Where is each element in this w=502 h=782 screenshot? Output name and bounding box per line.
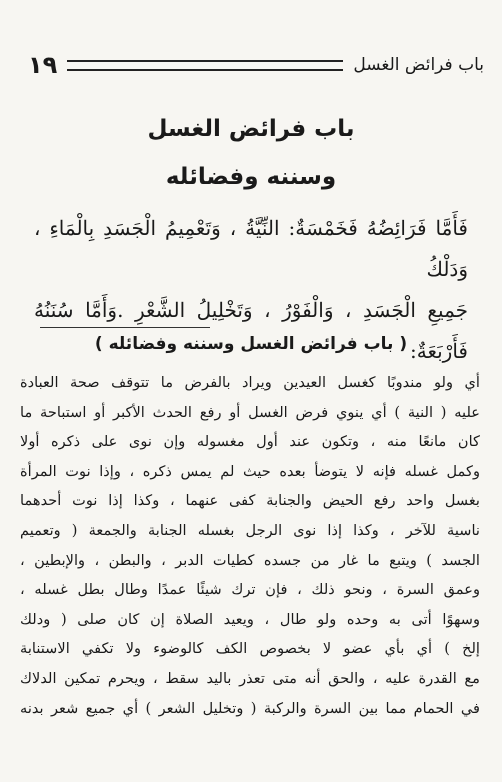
commentary-line: وسهوًا أتى به وحده ولو طال ، ويعيد الصلاة إن كان صلى ( ودلك [20, 610, 480, 628]
commentary-line: الجسد ) ويتبع ما غار من جسده كطيات الدبر ، والبطن ، والإبطين ، [20, 551, 480, 569]
commentary-heading: ( باب فرائض الغسل وسننه وفضائله ) [94, 334, 408, 354]
chapter-title: باب فرائض الغسل [147, 116, 355, 142]
header-rule [67, 60, 343, 71]
commentary-line: كان مانعًا منه ، وتكون عند أول مغسوله وإن نوى على ذكره أولا [20, 433, 480, 451]
running-header-title: باب فرائض الغسل [353, 55, 484, 75]
chapter-subtitle: وسننه وفضائله [165, 164, 337, 190]
commentary-line: مع القدرة عليه ، والحق أنه متى تعذر باليد سقط ، ويحرم تمكين الدلاك [20, 669, 480, 687]
commentary-line: وكمل غسله فإنه لا يتوضأ بعده حيث لم يمس ذكره ، وإذا نوت المرأة [20, 462, 480, 480]
main-text-line: جَمِيعِ الْجَسَدِ ، وَالْفَوْرُ ، وَتَخْلِيلُ الشَّعْرِ .وَأَمَّا سُنَنُهُ فَأَرْبَعَةٌ: [34, 298, 468, 363]
commentary-line: بغسل واحد رفع الحيض والجنابة كفى عنهما ، وكذا إذا نوت أحدهما [20, 492, 480, 510]
commentary-text [20, 368, 480, 723]
running-header [28, 48, 484, 82]
page-number: ١٩ [28, 51, 58, 79]
commentary-line: أي ولو مندوبًا كغسل العيدين ويراد بالفرض ما تتوقف صحة العبادة [20, 374, 480, 391]
commentary-line: وعمق السرة ، ونحو ذلك ، فإن ترك شيئًا عمدًا وطال بطل غسله ، [20, 581, 480, 599]
main-text-line: فَأَمَّا فَرَائِضُهُ فَخَمْسَةٌ: النِّيَّةُ ، وَتَعْمِيمُ الْجَسَدِ بِالْمَاءِ ، وَدَلْكُ [34, 216, 468, 281]
commentary-line: عليه ( النية ) أي ينوي فرض الغسل أو رفع الحدث الأكبر أو استباحة ما [20, 403, 480, 421]
commentary-line: إلخ ) أي بأي عضو لا بخصوص الكف كالوضوء ولا تكفي الاستنابة [20, 640, 480, 658]
commentary-line: ناسية للآخر ، وكذا إذا نوى الرجل بغسله الجنابة والجمعة ( وتعميم [20, 521, 480, 539]
separator-rule [40, 327, 210, 328]
commentary-line: في الحمام مما بين السرة والركبة ( وتخليل الشعر ) أي جميع شعر بدنه [20, 699, 480, 717]
